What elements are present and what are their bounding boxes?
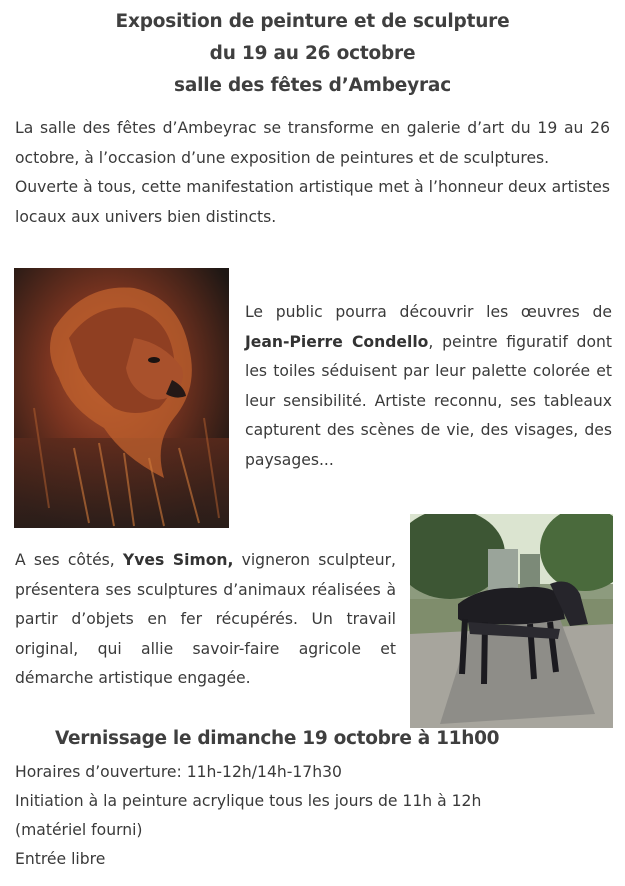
artist2-text-before: A ses côtés, (15, 551, 123, 569)
painting-initiation: Initiation à la peinture acrylique tous les jours de 11h à 12h (15, 792, 482, 810)
sculpture-photo-image (410, 514, 613, 728)
exhibition-dates: du 19 au 26 octobre (209, 43, 416, 64)
lion-painting-image (14, 268, 229, 528)
intro-paragraph-2: Ouverte à tous, cette manifestation artistique met à l’honneur deux artistes locaux aux univers bien distincts. (15, 178, 610, 226)
artist2-paragraph (15, 546, 396, 694)
exhibition-venue: salle des fêtes d’Ambeyrac (174, 75, 451, 96)
title-block (0, 6, 625, 102)
lion-painting-icon (14, 268, 229, 528)
exhibition-title: Exposition de peinture et de sculpture (115, 11, 510, 32)
materials-note: (matériel fourni) (15, 821, 143, 839)
opening-hours: Horaires d’ouverture: 11h-12h/14h-17h30 (15, 763, 342, 781)
artist1-text-after: , peintre figuratif dont les toiles séduisent par leur palette colorée et leur sensibilité. Artiste reconnu, ses tableaux capturent des scènes de vie, des visages, des paysages... (245, 332, 612, 469)
artist1-paragraph (245, 298, 612, 475)
free-entry: Entrée libre (15, 850, 106, 868)
vernissage-heading: Vernissage le dimanche 19 octobre à 11h00 (55, 728, 500, 749)
artist2-text-after: vigneron sculpteur, présentera ses sculptures d’animaux réalisées à partir d’objets en fer récupérés. Un travail original, qui allie savoir-faire agricole et démarche artistique engagée. (15, 551, 396, 687)
artist2-name: Yves Simon, (122, 551, 234, 569)
intro-paragraph-1: La salle des fêtes d’Ambeyrac se transforme en galerie d’art du 19 au 26 octobre, à l’occasion d’une exposition de peintures et de sculptures. (15, 119, 610, 167)
iron-sculpture-icon (410, 514, 613, 728)
artist1-name: Jean-Pierre Condello (245, 332, 429, 351)
intro-text (15, 114, 610, 232)
artist1-text-before: Le public pourra découvrir les œuvres de (245, 303, 612, 321)
